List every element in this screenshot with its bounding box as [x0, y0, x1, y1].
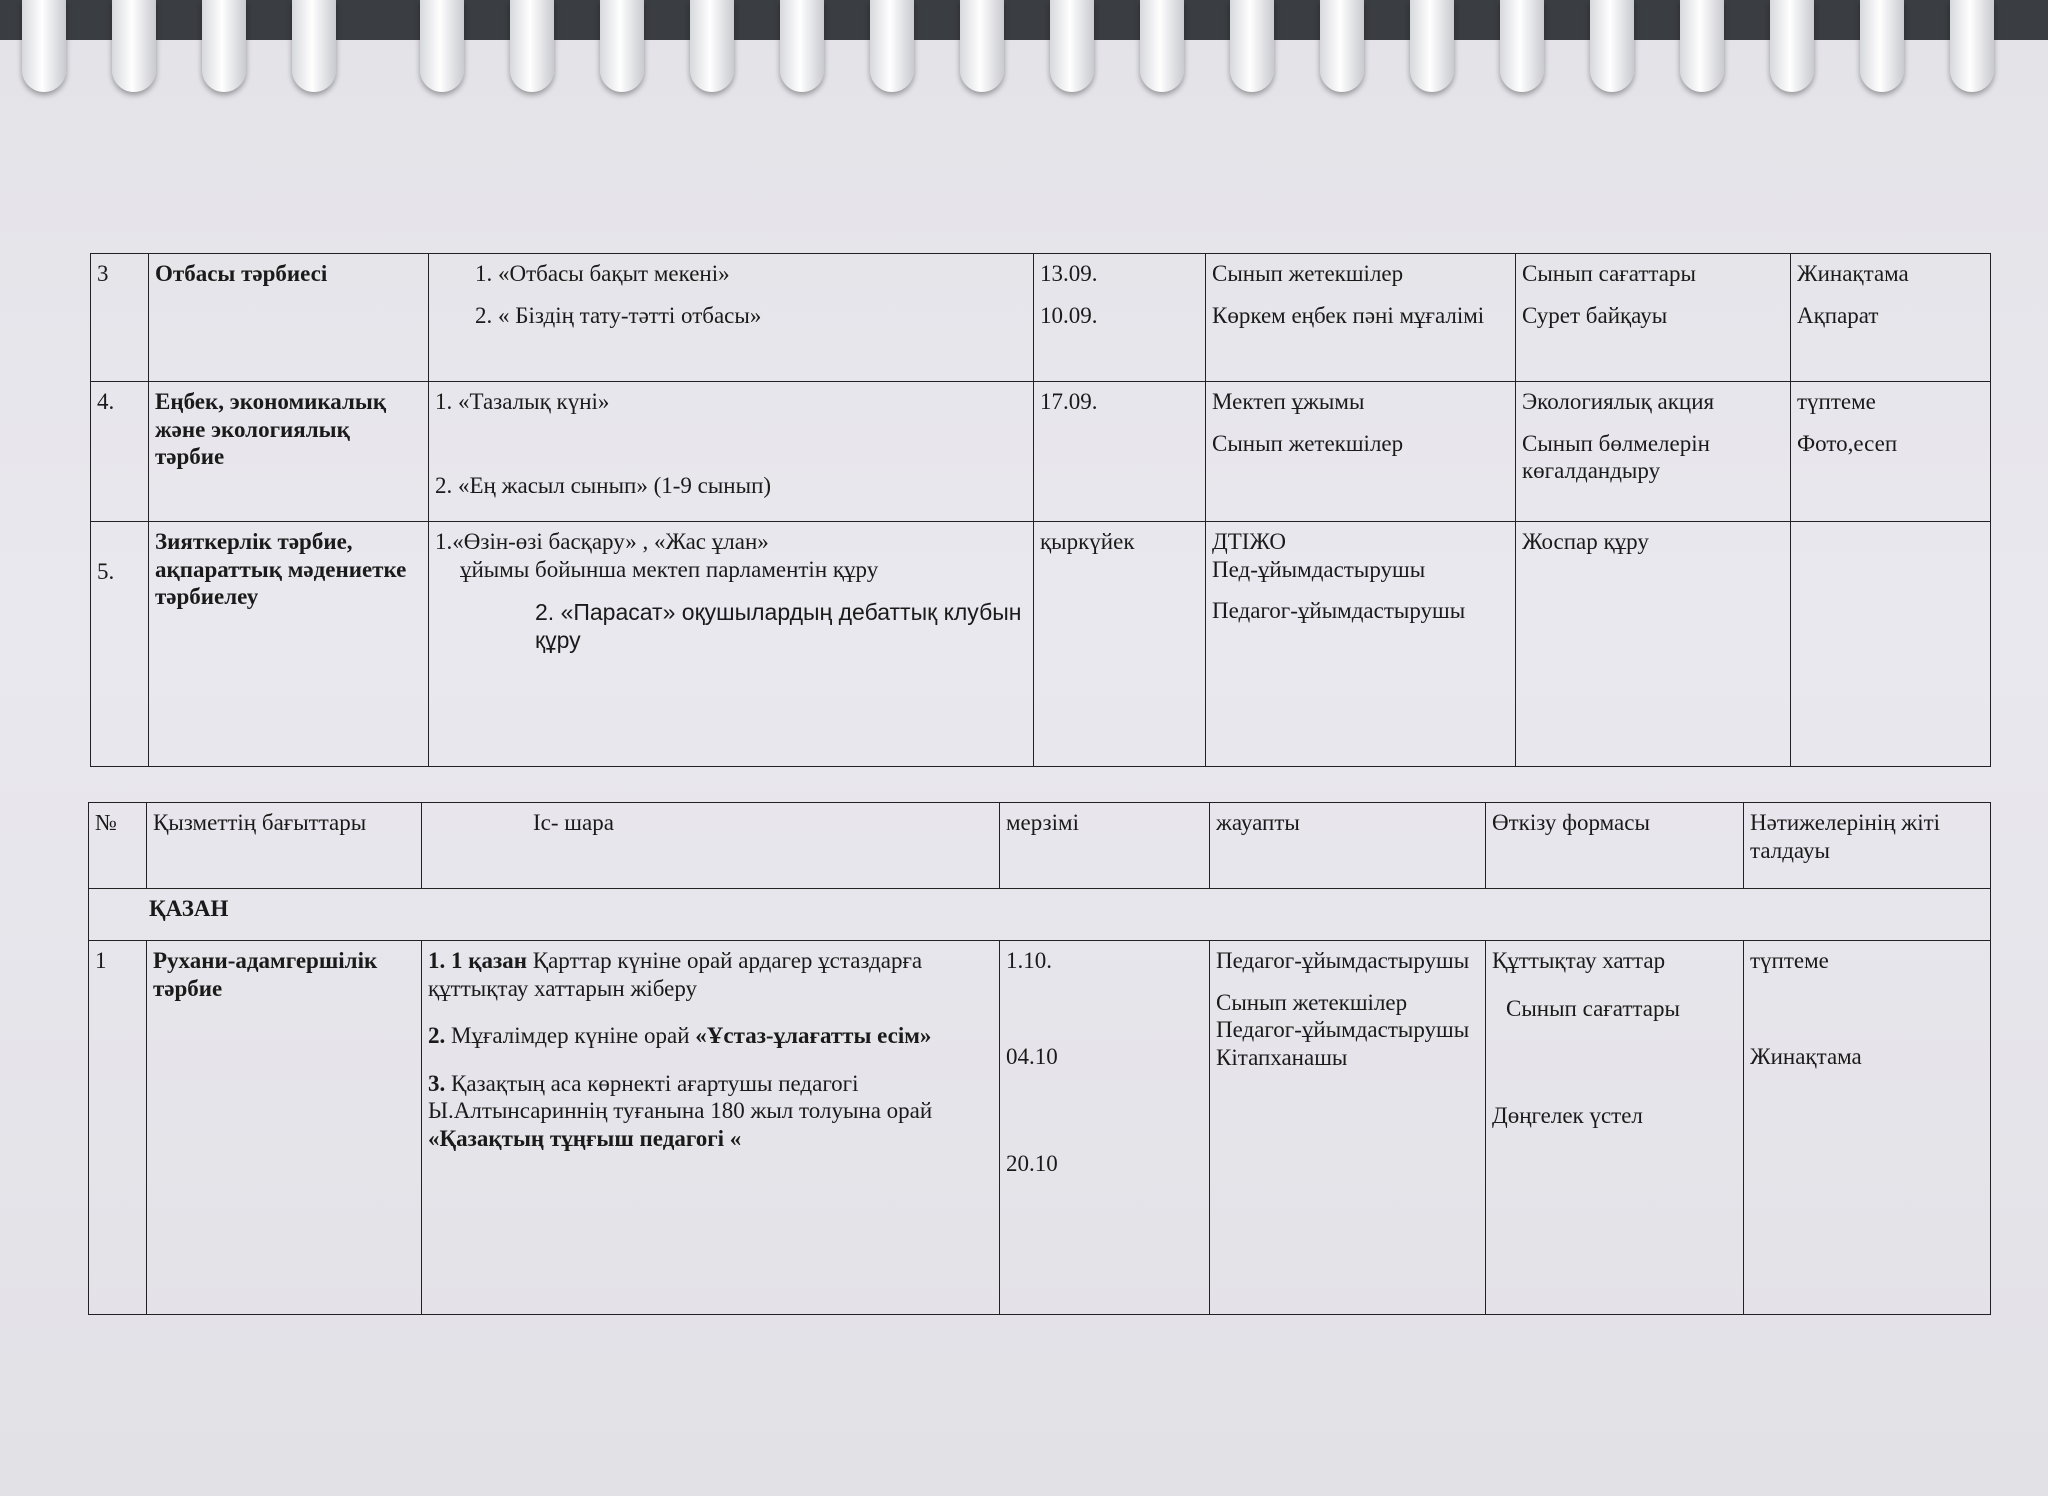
binding-holes	[0, 118, 2048, 132]
row-number: 5.	[91, 522, 149, 767]
event-cell: 1. «Тазалық күні» 2. «Ең жасыл сынып» (1-9 сынып)	[429, 382, 1034, 522]
date-cell: 13.09. 10.09.	[1034, 254, 1206, 382]
form-cell: Сынып сағаттары Сурет байқауы	[1516, 254, 1791, 382]
form-cell: Құттықтау хаттар Сынып сағаттары Дөңгелек үстел	[1486, 941, 1744, 1315]
responsible-cell: ДТІЖО Пед-ұйымдастырушы Педагог-ұйымдастырушы	[1206, 522, 1516, 767]
header-date: мерзімі	[1000, 803, 1210, 889]
responsible-cell: Сынып жетекшілер Көркем еңбек пәні мұғалімі	[1206, 254, 1516, 382]
month-row	[89, 889, 1991, 941]
header-responsible: жауапты	[1210, 803, 1486, 889]
date-cell: 17.09.	[1034, 382, 1206, 522]
table-header-row	[89, 803, 1991, 889]
header-no: №	[89, 803, 147, 889]
date-cell: 1.10. 04.10 20.10	[1000, 941, 1210, 1315]
plan-table-october	[88, 802, 1991, 1315]
form-cell: Экологиялық акция Сынып бөлмелерін көгалдандыру	[1516, 382, 1791, 522]
form-cell: Жоспар құру	[1516, 522, 1791, 767]
direction-cell: Еңбек, экономикалық және экологиялық тәрбие	[149, 382, 429, 522]
result-cell: түптеме Фото,есеп	[1791, 382, 1991, 522]
table-row	[91, 382, 1991, 522]
result-cell: түптеме Жинақтама	[1744, 941, 1991, 1315]
header-result: Нәтижелерінің жіті талдауы	[1744, 803, 1991, 889]
event-cell: 1. «Отбасы бақыт мекені» 2. « Біздің тату-тәтті отбасы»	[429, 254, 1034, 382]
month-label: ҚАЗАН	[89, 889, 1991, 941]
table-row	[91, 254, 1991, 382]
row-number: 3	[91, 254, 149, 382]
responsible-cell: Мектеп ұжымы Сынып жетекшілер	[1206, 382, 1516, 522]
direction-cell: Рухани-адамгершілік тәрбие	[147, 941, 422, 1315]
result-cell	[1791, 522, 1991, 767]
spiral-binding	[0, 0, 2048, 100]
row-number: 1	[89, 941, 147, 1315]
responsible-cell: Педагог-ұйымдастырушы Сынып жетекшілер Педагог-ұйымдастырушы Кітапханашы	[1210, 941, 1486, 1315]
event-cell: 1. 1 қазан Қарттар күніне орай ардагер ұстаздарға құттықтау хаттарын жіберу 2. Мұғалімдер күніне орай «Ұстаз-ұлағатты есім» 3. Қазақтың аса көрнекті ағартушы педагогі Ы.Алтынсариннің туғанына 180 жыл толуына орай «Қазақтың тұңғыш педагогі «	[422, 941, 1000, 1315]
date-cell: қыркүйек	[1034, 522, 1206, 767]
plan-table-september	[90, 253, 1991, 767]
direction-cell: Зияткерлік тәрбие, ақпараттық мәдениетке тәрбиелеу	[149, 522, 429, 767]
header-event: Іс- шара	[422, 803, 1000, 889]
row-number: 4.	[91, 382, 149, 522]
table-row	[89, 941, 1991, 1315]
direction-cell: Отбасы тәрбиесі	[149, 254, 429, 382]
header-form: Өткізу формасы	[1486, 803, 1744, 889]
event-cell: 1.«Өзін-өзі басқару» , «Жас ұлан» ұйымы бойынша мектеп парламентін құру 2. «Парасат» оқушылардың дебаттық клубын құру	[429, 522, 1034, 767]
table-row	[91, 522, 1991, 767]
header-direction: Қызметтің бағыттары	[147, 803, 422, 889]
result-cell: Жинақтама Ақпарат	[1791, 254, 1991, 382]
